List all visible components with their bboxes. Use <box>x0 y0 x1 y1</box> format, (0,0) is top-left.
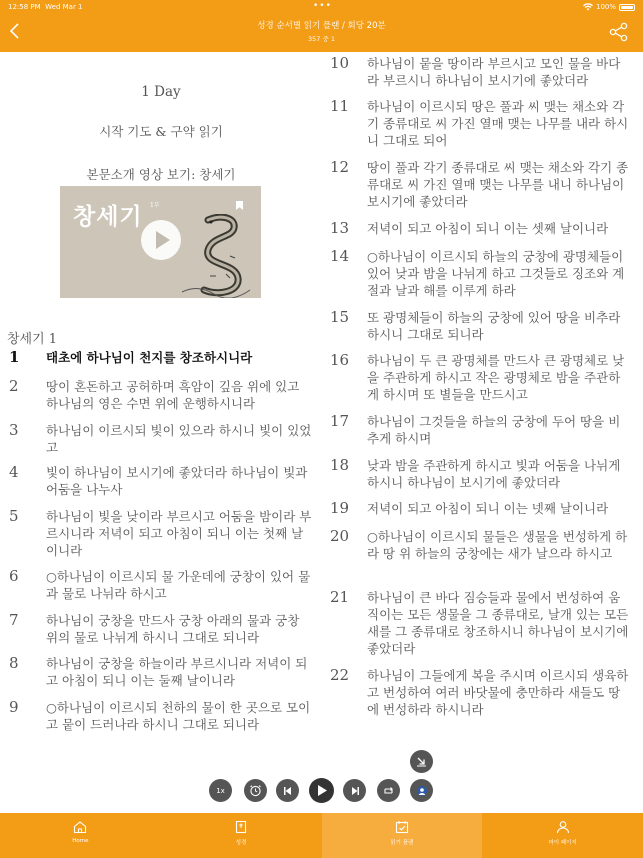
share-icon[interactable] <box>609 22 629 42</box>
multitask-dots[interactable]: ••• <box>313 1 332 11</box>
verse-text: 하나님이 이르시되 땅은 풀과 씨 맺는 채소와 각기 종류대로 씨 가진 열매 맺는 나무를 내라 하시니 그대로 되어 <box>367 99 629 148</box>
play-icon <box>316 784 328 797</box>
verse-text: ○하나님이 이르시되 하늘의 궁창에 광명체들이 있어 낮과 밤을 나뉘게 하고 그것들로 징조와 계절과 날과 해를 이루게 하라 <box>367 249 625 298</box>
skip-back-icon <box>282 785 294 797</box>
voice-button[interactable] <box>410 779 433 802</box>
play-video-icon[interactable] <box>141 220 181 260</box>
tab-label: 성경 <box>235 840 247 846</box>
verse-text: 저녁이 되고 아침이 되니 이는 셋째 날이니라 <box>367 221 609 236</box>
verse-number: 5 <box>9 507 19 525</box>
skip-forward-icon <box>349 785 361 797</box>
verse-text: 하나님이 궁창을 만드사 궁창 아래의 물과 궁창 위의 물로 나뉘게 하시니 그대로 되니라 <box>46 613 300 645</box>
verse-number: 16 <box>330 351 350 369</box>
verse-text: 하나님이 궁창을 하늘이라 부르시니라 저녁이 되고 아침이 되니 이는 둘째 날이니라 <box>46 656 308 688</box>
video-intro-label: 본문소개 영상 보기: 창세기 <box>86 167 236 182</box>
verse-number: 1 <box>9 348 20 366</box>
verse-text: 하나님이 큰 바다 짐승들과 물에서 번성하여 움직이는 모든 생물을 그 종류대로, 날개 있는 모든 새를 그 종류대로 창조하시니 하나님이 보시기에 좋았더라 <box>367 590 629 656</box>
verse-row[interactable] <box>9 655 314 689</box>
day-label: 1 Day <box>141 84 181 100</box>
verse-number: 11 <box>330 97 350 115</box>
home-icon <box>73 820 87 834</box>
verse-row[interactable] <box>330 159 630 210</box>
verse-text: 낮과 밤을 주관하게 하시고 빛과 어둠을 나뉘게 하시니 하나님이 보시기에 좋았더라 <box>367 458 621 490</box>
person-icon <box>556 820 570 834</box>
calendar-check-icon <box>395 820 409 834</box>
verse-number: 9 <box>9 698 19 716</box>
tab-reading-plan[interactable] <box>322 813 483 858</box>
verse-row[interactable] <box>9 612 314 646</box>
repeat-icon <box>382 785 395 797</box>
verse-number: 12 <box>330 158 350 176</box>
tab-label: Home <box>72 838 89 844</box>
tab-label: 마이 페이지 <box>548 840 577 846</box>
verse-text: 하나님이 그것들을 하늘의 궁창에 두어 땅을 비추게 하시며 <box>367 414 621 446</box>
verse-row[interactable] <box>330 352 630 403</box>
play-button[interactable] <box>309 778 334 803</box>
verse-row[interactable] <box>9 508 314 559</box>
verse-text: 하나님이 그들에게 복을 주시며 이르시되 생육하고 번성하여 여러 바닷물에 충만하라 새들도 땅에 번성하라 하시니라 <box>367 668 629 717</box>
plan-progress: 357 중 1 <box>308 35 335 43</box>
repeat-button[interactable] <box>377 779 400 802</box>
tab-label: 읽기 플랜 <box>390 840 414 846</box>
verse-number: 21 <box>330 588 350 606</box>
verse-number: 14 <box>330 247 350 265</box>
verse-text: ○하나님이 이르시되 물 가운데에 궁창이 있어 물과 물로 나뉘라 하시고 <box>46 569 311 601</box>
verse-number: 22 <box>330 666 350 684</box>
verse-number: 20 <box>330 527 350 545</box>
verse-text: 땅이 풀과 각기 종류대로 씨 맺는 채소와 각기 종류대로 씨 가진 열매 맺는 나무를 내니 하나님이 보시기에 좋았더라 <box>367 160 629 209</box>
verse-number: 19 <box>330 499 350 517</box>
verse-text: 하나님이 빛을 낮이라 부르시고 어둠을 밤이라 부르시니라 저녁이 되고 아침이 되니 이는 첫째 날이니라 <box>46 509 312 558</box>
verse-row[interactable] <box>330 220 630 237</box>
collapse-player-button[interactable] <box>410 750 433 773</box>
tab-my-page[interactable] <box>482 813 643 858</box>
timer-button[interactable] <box>244 779 267 802</box>
chapter-title: 창세기 1 <box>7 332 58 347</box>
verse-text: 하나님이 이르시되 빛이 있으라 하시니 빛이 있었고 <box>46 423 312 455</box>
video-part: 1부 <box>150 202 160 209</box>
verse-number: 17 <box>330 412 350 430</box>
status-right <box>583 3 635 11</box>
verse-row[interactable] <box>330 589 630 657</box>
verse-row[interactable] <box>330 413 630 447</box>
video-thumbnail[interactable] <box>60 186 261 298</box>
verse-number: 13 <box>330 219 350 237</box>
verse-number: 7 <box>9 611 19 629</box>
tab-home[interactable] <box>0 813 161 858</box>
verse-text: ○하나님이 이르시되 물들은 생물을 번성하게 하라 땅 위 하늘의 궁창에는 새가 날으라 하시고 <box>367 529 628 561</box>
bottom-tab-bar <box>0 813 643 858</box>
verse-text: 빛이 하나님이 보시기에 좋았더라 하나님이 빛과 어둠을 나누사 <box>46 465 308 497</box>
verse-row[interactable] <box>9 464 314 498</box>
verse-row[interactable] <box>330 500 630 517</box>
verse-number: 3 <box>9 421 19 439</box>
verse-row[interactable] <box>330 309 630 343</box>
wifi-icon <box>583 3 593 11</box>
alarm-clock-icon <box>249 784 262 797</box>
verse-row[interactable] <box>9 378 314 412</box>
video-title: 창세기 <box>73 204 143 230</box>
plan-title: 성경 순서별 읽기 플랜 / 회당 20분 <box>257 21 386 31</box>
verse-row[interactable] <box>9 422 314 456</box>
bookmark-icon <box>236 201 243 210</box>
speed-button[interactable] <box>209 779 232 802</box>
user-voice-icon <box>416 785 428 797</box>
verse-number: 4 <box>9 463 19 481</box>
verse-row[interactable] <box>330 528 630 562</box>
verse-row[interactable] <box>330 98 630 149</box>
bible-icon <box>234 820 248 834</box>
top-bar <box>0 0 643 52</box>
verse-row[interactable] <box>9 568 314 602</box>
serpent-illustration <box>178 214 258 298</box>
battery-icon <box>619 4 635 11</box>
verse-row[interactable] <box>9 349 314 366</box>
tab-bible[interactable] <box>161 813 322 858</box>
verse-text: 또 광명체들이 하늘의 궁창에 있어 땅을 비추라 하시니 그대로 되니라 <box>367 310 621 342</box>
verse-text: ○하나님이 이르시되 천하의 물이 한 곳으로 모이고 뭍이 드러나라 하시니 그대로 되니라 <box>46 700 311 732</box>
next-verse-button[interactable] <box>343 779 366 802</box>
verse-number: 2 <box>9 377 19 395</box>
arrow-down-right-icon <box>416 756 427 767</box>
verse-row[interactable] <box>330 457 630 491</box>
verse-number: 6 <box>9 567 19 585</box>
verse-text: 땅이 혼돈하고 공허하며 흑암이 깊음 위에 있고 하나님의 영은 수면 위에 운행하시니라 <box>46 379 300 411</box>
verse-text: 하나님이 뭍을 땅이라 부르시고 모인 물을 바다라 부르시니 하나님이 보시기에 좋았더라 <box>367 56 621 88</box>
verse-text: 저녁이 되고 아침이 되니 이는 넷째 날이니라 <box>367 501 609 516</box>
battery-percent: 100% <box>595 3 616 11</box>
prayer-heading: 시작 기도 & 구약 읽기 <box>99 124 223 139</box>
verse-number: 18 <box>330 456 350 474</box>
verse-row[interactable] <box>330 248 630 299</box>
speed-label: 1x <box>216 786 225 795</box>
verse-number: 10 <box>330 54 350 72</box>
verse-number: 15 <box>330 308 350 326</box>
verse-number: 8 <box>9 654 19 672</box>
status-time-date: 12:58 PM Wed Mar 1 <box>8 3 83 11</box>
verse-row[interactable] <box>330 667 630 718</box>
verse-row[interactable] <box>9 699 314 733</box>
verse-row[interactable] <box>330 55 630 89</box>
verse-text: 하나님이 두 큰 광명체를 만드사 큰 광명체로 낮을 주관하게 하시고 작은 광명체로 밤을 주관하게 하시며 또 별들을 만드시고 <box>367 353 625 402</box>
previous-verse-button[interactable] <box>276 779 299 802</box>
verse-text: 태초에 하나님이 천지를 창조하시니라 <box>46 350 253 365</box>
back-arrow-icon[interactable] <box>8 22 22 40</box>
